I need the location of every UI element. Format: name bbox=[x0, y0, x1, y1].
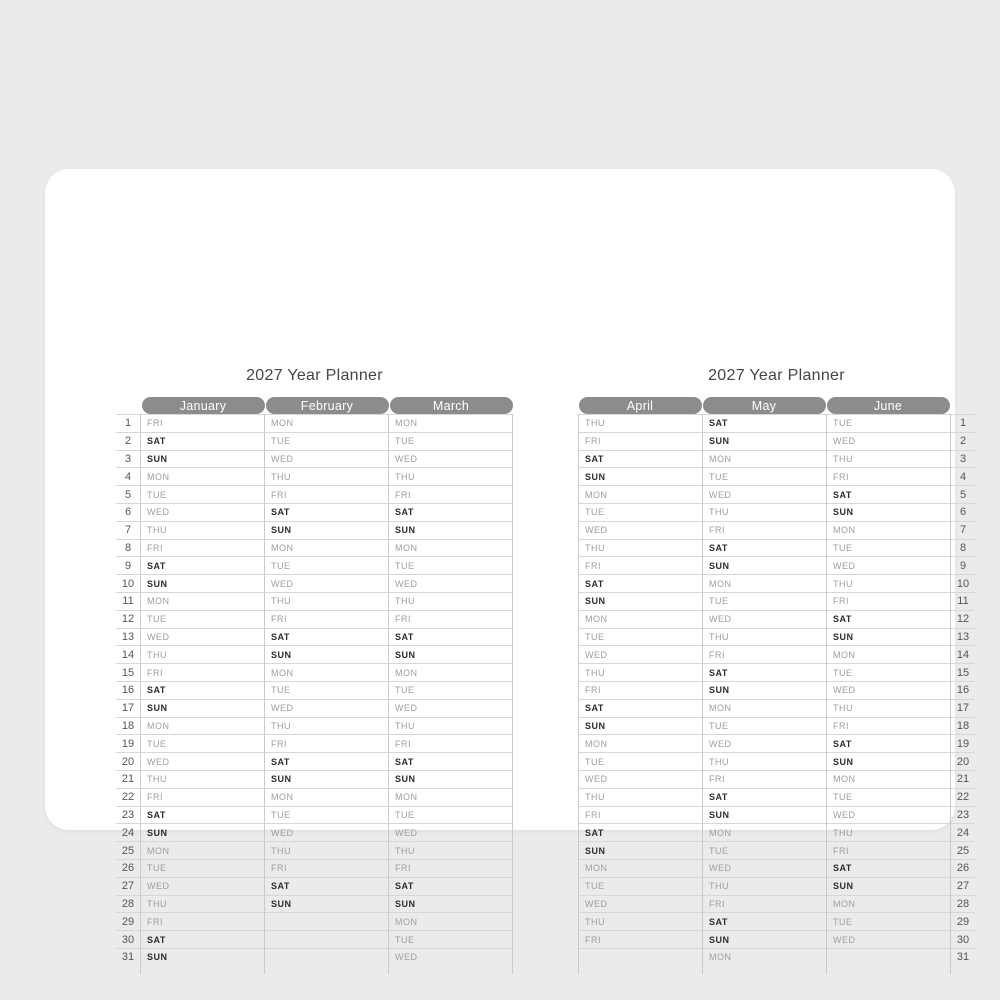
day-cell: THU bbox=[389, 467, 512, 485]
day-cell: TUE bbox=[265, 681, 388, 699]
day-cell: FRI bbox=[389, 859, 512, 877]
day-cell: FRI bbox=[141, 788, 264, 806]
planner-grid bbox=[578, 414, 975, 974]
day-cell bbox=[265, 930, 388, 948]
day-number: 25 bbox=[951, 841, 975, 859]
day-cell: TUE bbox=[265, 806, 388, 824]
day-cell: TUE bbox=[579, 752, 702, 770]
day-cell: MON bbox=[827, 770, 950, 788]
day-cell: SAT bbox=[265, 628, 388, 646]
day-cell: MON bbox=[703, 450, 826, 468]
day-cell: FRI bbox=[141, 414, 264, 432]
day-cell: TUE bbox=[827, 414, 950, 432]
day-cell: TUE bbox=[389, 432, 512, 450]
day-cell: MON bbox=[265, 788, 388, 806]
day-cell bbox=[265, 948, 388, 966]
month-column-may bbox=[702, 414, 826, 974]
planner-spread bbox=[45, 169, 970, 964]
day-cell: SUN bbox=[579, 467, 702, 485]
day-cell bbox=[265, 912, 388, 930]
day-cell: MON bbox=[141, 841, 264, 859]
day-number: 27 bbox=[951, 877, 975, 895]
day-cell: MON bbox=[389, 663, 512, 681]
day-number: 6 bbox=[951, 503, 975, 521]
day-cell: TUE bbox=[265, 432, 388, 450]
day-cell: WED bbox=[265, 574, 388, 592]
day-cell: FRI bbox=[579, 806, 702, 824]
page-title: 2027 Year Planner bbox=[246, 367, 383, 384]
planner-page-left bbox=[116, 365, 513, 974]
day-cell bbox=[827, 948, 950, 966]
day-cell: FRI bbox=[703, 521, 826, 539]
day-cell: THU bbox=[141, 895, 264, 913]
day-cell: MON bbox=[141, 592, 264, 610]
day-cell: SUN bbox=[703, 432, 826, 450]
month-tab-february[interactable] bbox=[266, 397, 389, 414]
day-cell: SUN bbox=[141, 574, 264, 592]
day-number: 31 bbox=[116, 948, 140, 966]
day-cell: SAT bbox=[141, 556, 264, 574]
day-cell: WED bbox=[579, 895, 702, 913]
day-number: 15 bbox=[116, 663, 140, 681]
day-number: 13 bbox=[951, 628, 975, 646]
day-number: 7 bbox=[951, 521, 975, 539]
day-cell: WED bbox=[827, 806, 950, 824]
day-cell: THU bbox=[827, 450, 950, 468]
day-cell: FRI bbox=[703, 770, 826, 788]
day-cell: TUE bbox=[827, 912, 950, 930]
day-cell: THU bbox=[703, 752, 826, 770]
day-cell: SUN bbox=[141, 450, 264, 468]
month-tab-june[interactable] bbox=[827, 397, 950, 414]
day-cell: SUN bbox=[827, 503, 950, 521]
day-cell: THU bbox=[579, 912, 702, 930]
day-cell: THU bbox=[141, 645, 264, 663]
month-tab-may[interactable] bbox=[703, 397, 826, 414]
day-cell: SAT bbox=[141, 432, 264, 450]
planner-grid bbox=[116, 414, 513, 974]
day-number: 12 bbox=[116, 610, 140, 628]
day-cell: SUN bbox=[265, 895, 388, 913]
day-cell: MON bbox=[389, 912, 512, 930]
day-cell: SUN bbox=[389, 521, 512, 539]
day-cell: THU bbox=[579, 539, 702, 557]
day-number: 18 bbox=[951, 717, 975, 735]
month-tabs bbox=[141, 397, 513, 414]
day-cell: WED bbox=[265, 450, 388, 468]
day-cell: THU bbox=[389, 592, 512, 610]
day-cell: MON bbox=[579, 734, 702, 752]
day-cell: SUN bbox=[703, 556, 826, 574]
day-cell: FRI bbox=[389, 610, 512, 628]
day-number: 15 bbox=[951, 663, 975, 681]
page-title: 2027 Year Planner bbox=[708, 367, 845, 384]
month-column-june bbox=[826, 414, 950, 974]
day-cell: SAT bbox=[827, 610, 950, 628]
day-number: 4 bbox=[951, 467, 975, 485]
day-number: 3 bbox=[116, 450, 140, 468]
day-cell: SUN bbox=[389, 645, 512, 663]
day-cell: THU bbox=[265, 841, 388, 859]
day-cell: SAT bbox=[579, 450, 702, 468]
day-cell: FRI bbox=[265, 610, 388, 628]
month-tab-april[interactable] bbox=[579, 397, 702, 414]
day-cell: WED bbox=[827, 681, 950, 699]
day-cell: SUN bbox=[389, 895, 512, 913]
day-cell: MON bbox=[389, 539, 512, 557]
day-cell: FRI bbox=[579, 681, 702, 699]
day-number: 18 bbox=[116, 717, 140, 735]
day-cell: MON bbox=[579, 859, 702, 877]
day-cell: WED bbox=[389, 699, 512, 717]
day-number: 17 bbox=[116, 699, 140, 717]
day-cell: SUN bbox=[827, 628, 950, 646]
day-number: 14 bbox=[116, 645, 140, 663]
day-cell: TUE bbox=[579, 503, 702, 521]
day-cell: WED bbox=[389, 574, 512, 592]
day-number: 10 bbox=[116, 574, 140, 592]
day-cell: SAT bbox=[389, 877, 512, 895]
day-number-column bbox=[950, 414, 975, 974]
month-tab-label: March bbox=[432, 398, 470, 413]
day-cell: WED bbox=[265, 823, 388, 841]
month-column-april bbox=[578, 414, 702, 974]
day-cell: SUN bbox=[703, 930, 826, 948]
day-cell: SUN bbox=[703, 681, 826, 699]
day-cell: SAT bbox=[703, 414, 826, 432]
day-cell: THU bbox=[389, 841, 512, 859]
planner-page-right bbox=[578, 365, 975, 974]
day-cell: MON bbox=[579, 610, 702, 628]
day-cell: WED bbox=[141, 752, 264, 770]
day-cell: SUN bbox=[141, 823, 264, 841]
day-cell: FRI bbox=[579, 930, 702, 948]
day-cell: SAT bbox=[579, 574, 702, 592]
day-number: 3 bbox=[951, 450, 975, 468]
day-cell: MON bbox=[265, 414, 388, 432]
day-cell: SAT bbox=[265, 877, 388, 895]
day-cell: SAT bbox=[703, 912, 826, 930]
day-cell: MON bbox=[389, 414, 512, 432]
day-cell: THU bbox=[141, 770, 264, 788]
month-tabs bbox=[578, 397, 950, 414]
day-cell: FRI bbox=[827, 841, 950, 859]
day-number: 23 bbox=[116, 806, 140, 824]
day-number: 24 bbox=[116, 823, 140, 841]
day-cell: WED bbox=[265, 699, 388, 717]
day-cell: WED bbox=[389, 450, 512, 468]
day-cell: FRI bbox=[389, 734, 512, 752]
day-cell: MON bbox=[579, 485, 702, 503]
day-number: 19 bbox=[951, 734, 975, 752]
day-cell: SAT bbox=[265, 503, 388, 521]
day-number: 16 bbox=[116, 681, 140, 699]
day-cell: FRI bbox=[579, 556, 702, 574]
day-cell: SUN bbox=[141, 948, 264, 966]
day-cell: THU bbox=[827, 699, 950, 717]
day-cell: SUN bbox=[579, 841, 702, 859]
month-tab-january[interactable] bbox=[142, 397, 265, 414]
day-number: 19 bbox=[116, 734, 140, 752]
day-cell: SUN bbox=[579, 592, 702, 610]
day-cell: THU bbox=[265, 467, 388, 485]
day-number: 13 bbox=[116, 628, 140, 646]
day-number: 27 bbox=[116, 877, 140, 895]
day-number: 2 bbox=[951, 432, 975, 450]
day-cell: TUE bbox=[827, 788, 950, 806]
day-cell: FRI bbox=[827, 467, 950, 485]
day-cell: FRI bbox=[703, 645, 826, 663]
day-cell: MON bbox=[827, 521, 950, 539]
day-cell: SUN bbox=[265, 645, 388, 663]
day-cell: SAT bbox=[703, 663, 826, 681]
day-cell: TUE bbox=[703, 467, 826, 485]
day-cell: FRI bbox=[827, 592, 950, 610]
day-number: 9 bbox=[116, 556, 140, 574]
day-cell: TUE bbox=[703, 841, 826, 859]
day-cell: SUN bbox=[389, 770, 512, 788]
day-cell: THU bbox=[389, 717, 512, 735]
day-cell: TUE bbox=[389, 681, 512, 699]
day-cell bbox=[579, 948, 702, 966]
month-tab-label: January bbox=[179, 398, 227, 413]
day-number: 22 bbox=[116, 788, 140, 806]
day-number: 1 bbox=[951, 414, 975, 432]
month-tab-label: May bbox=[751, 398, 777, 413]
day-number: 5 bbox=[116, 485, 140, 503]
day-cell: TUE bbox=[265, 556, 388, 574]
day-cell: THU bbox=[827, 823, 950, 841]
day-cell: THU bbox=[703, 503, 826, 521]
day-cell: SAT bbox=[579, 823, 702, 841]
day-cell: SUN bbox=[827, 752, 950, 770]
day-number: 31 bbox=[951, 948, 975, 966]
day-cell: TUE bbox=[703, 717, 826, 735]
day-number: 26 bbox=[116, 859, 140, 877]
day-cell: FRI bbox=[579, 432, 702, 450]
month-tab-march[interactable] bbox=[390, 397, 513, 414]
day-cell: SAT bbox=[703, 539, 826, 557]
day-cell: FRI bbox=[827, 717, 950, 735]
day-number: 25 bbox=[116, 841, 140, 859]
day-cell: SAT bbox=[389, 752, 512, 770]
day-cell: FRI bbox=[141, 539, 264, 557]
day-cell: FRI bbox=[265, 485, 388, 503]
day-cell: WED bbox=[827, 432, 950, 450]
day-cell: THU bbox=[703, 628, 826, 646]
day-cell: MON bbox=[389, 788, 512, 806]
day-cell: SAT bbox=[703, 788, 826, 806]
day-number: 28 bbox=[116, 895, 140, 913]
day-cell: MON bbox=[703, 948, 826, 966]
day-cell: MON bbox=[827, 645, 950, 663]
day-number: 23 bbox=[951, 806, 975, 824]
day-cell: THU bbox=[579, 788, 702, 806]
month-column-february bbox=[265, 414, 389, 974]
day-cell: THU bbox=[265, 717, 388, 735]
day-cell: SAT bbox=[579, 699, 702, 717]
day-cell: THU bbox=[141, 521, 264, 539]
day-cell: SAT bbox=[389, 503, 512, 521]
day-cell: SAT bbox=[141, 681, 264, 699]
day-cell: SAT bbox=[141, 806, 264, 824]
day-cell: TUE bbox=[579, 877, 702, 895]
day-cell: MON bbox=[827, 895, 950, 913]
day-number: 2 bbox=[116, 432, 140, 450]
day-cell: SUN bbox=[265, 521, 388, 539]
day-cell: TUE bbox=[389, 556, 512, 574]
day-number: 30 bbox=[116, 930, 140, 948]
day-cell: WED bbox=[827, 930, 950, 948]
day-number: 9 bbox=[951, 556, 975, 574]
day-number: 22 bbox=[951, 788, 975, 806]
day-cell: TUE bbox=[703, 592, 826, 610]
day-cell: SAT bbox=[141, 930, 264, 948]
day-cell: MON bbox=[141, 467, 264, 485]
day-cell: WED bbox=[703, 610, 826, 628]
day-cell: WED bbox=[579, 645, 702, 663]
day-cell: SAT bbox=[827, 485, 950, 503]
day-cell: TUE bbox=[141, 485, 264, 503]
day-cell: FRI bbox=[265, 734, 388, 752]
day-number: 29 bbox=[116, 912, 140, 930]
day-number: 17 bbox=[951, 699, 975, 717]
day-cell: THU bbox=[579, 414, 702, 432]
day-cell: WED bbox=[703, 485, 826, 503]
day-number: 28 bbox=[951, 895, 975, 913]
day-cell: WED bbox=[827, 556, 950, 574]
day-cell: FRI bbox=[703, 895, 826, 913]
day-number: 16 bbox=[951, 681, 975, 699]
day-number: 6 bbox=[116, 503, 140, 521]
day-cell: WED bbox=[141, 877, 264, 895]
month-column-january bbox=[141, 414, 265, 974]
day-cell: THU bbox=[265, 592, 388, 610]
day-number: 14 bbox=[951, 645, 975, 663]
day-cell: WED bbox=[579, 770, 702, 788]
day-cell: WED bbox=[579, 521, 702, 539]
day-cell: FRI bbox=[141, 912, 264, 930]
day-cell: WED bbox=[141, 628, 264, 646]
day-cell: SUN bbox=[827, 877, 950, 895]
day-cell: THU bbox=[827, 574, 950, 592]
day-cell: TUE bbox=[827, 539, 950, 557]
day-cell: MON bbox=[265, 663, 388, 681]
day-cell: THU bbox=[703, 877, 826, 895]
day-cell: TUE bbox=[389, 930, 512, 948]
day-cell: TUE bbox=[827, 663, 950, 681]
day-cell: TUE bbox=[141, 859, 264, 877]
month-tab-label: April bbox=[626, 398, 654, 413]
day-cell: TUE bbox=[579, 628, 702, 646]
day-number: 10 bbox=[951, 574, 975, 592]
day-cell: SAT bbox=[827, 859, 950, 877]
day-cell: TUE bbox=[141, 734, 264, 752]
month-tab-label: June bbox=[873, 398, 903, 413]
day-cell: THU bbox=[579, 663, 702, 681]
day-number: 8 bbox=[951, 539, 975, 557]
day-number: 24 bbox=[951, 823, 975, 841]
day-number: 4 bbox=[116, 467, 140, 485]
day-cell: MON bbox=[703, 699, 826, 717]
day-number: 8 bbox=[116, 539, 140, 557]
day-cell: SUN bbox=[141, 699, 264, 717]
day-number: 1 bbox=[116, 414, 140, 432]
day-cell: WED bbox=[389, 823, 512, 841]
day-cell: SAT bbox=[389, 628, 512, 646]
day-number: 7 bbox=[116, 521, 140, 539]
day-number: 20 bbox=[116, 752, 140, 770]
day-cell: WED bbox=[389, 948, 512, 966]
day-number: 30 bbox=[951, 930, 975, 948]
day-cell: SUN bbox=[579, 717, 702, 735]
month-tab-label: February bbox=[300, 398, 354, 413]
day-number: 12 bbox=[951, 610, 975, 628]
day-cell: WED bbox=[703, 734, 826, 752]
day-cell: SAT bbox=[265, 752, 388, 770]
day-number: 29 bbox=[951, 912, 975, 930]
day-cell: FRI bbox=[141, 663, 264, 681]
day-number: 26 bbox=[951, 859, 975, 877]
day-number-column bbox=[116, 414, 141, 974]
day-number: 11 bbox=[951, 592, 975, 610]
day-cell: SUN bbox=[265, 770, 388, 788]
day-number: 20 bbox=[951, 752, 975, 770]
month-column-march bbox=[389, 414, 513, 974]
day-number: 11 bbox=[116, 592, 140, 610]
day-cell: MON bbox=[265, 539, 388, 557]
day-number: 21 bbox=[951, 770, 975, 788]
day-number: 21 bbox=[116, 770, 140, 788]
day-cell: TUE bbox=[141, 610, 264, 628]
day-cell: MON bbox=[141, 717, 264, 735]
day-cell: TUE bbox=[389, 806, 512, 824]
day-cell: MON bbox=[703, 823, 826, 841]
day-cell: SAT bbox=[827, 734, 950, 752]
day-cell: FRI bbox=[389, 485, 512, 503]
day-cell: FRI bbox=[265, 859, 388, 877]
day-cell: MON bbox=[703, 574, 826, 592]
day-cell: WED bbox=[703, 859, 826, 877]
day-cell: SUN bbox=[703, 806, 826, 824]
day-number: 5 bbox=[951, 485, 975, 503]
day-cell: WED bbox=[141, 503, 264, 521]
